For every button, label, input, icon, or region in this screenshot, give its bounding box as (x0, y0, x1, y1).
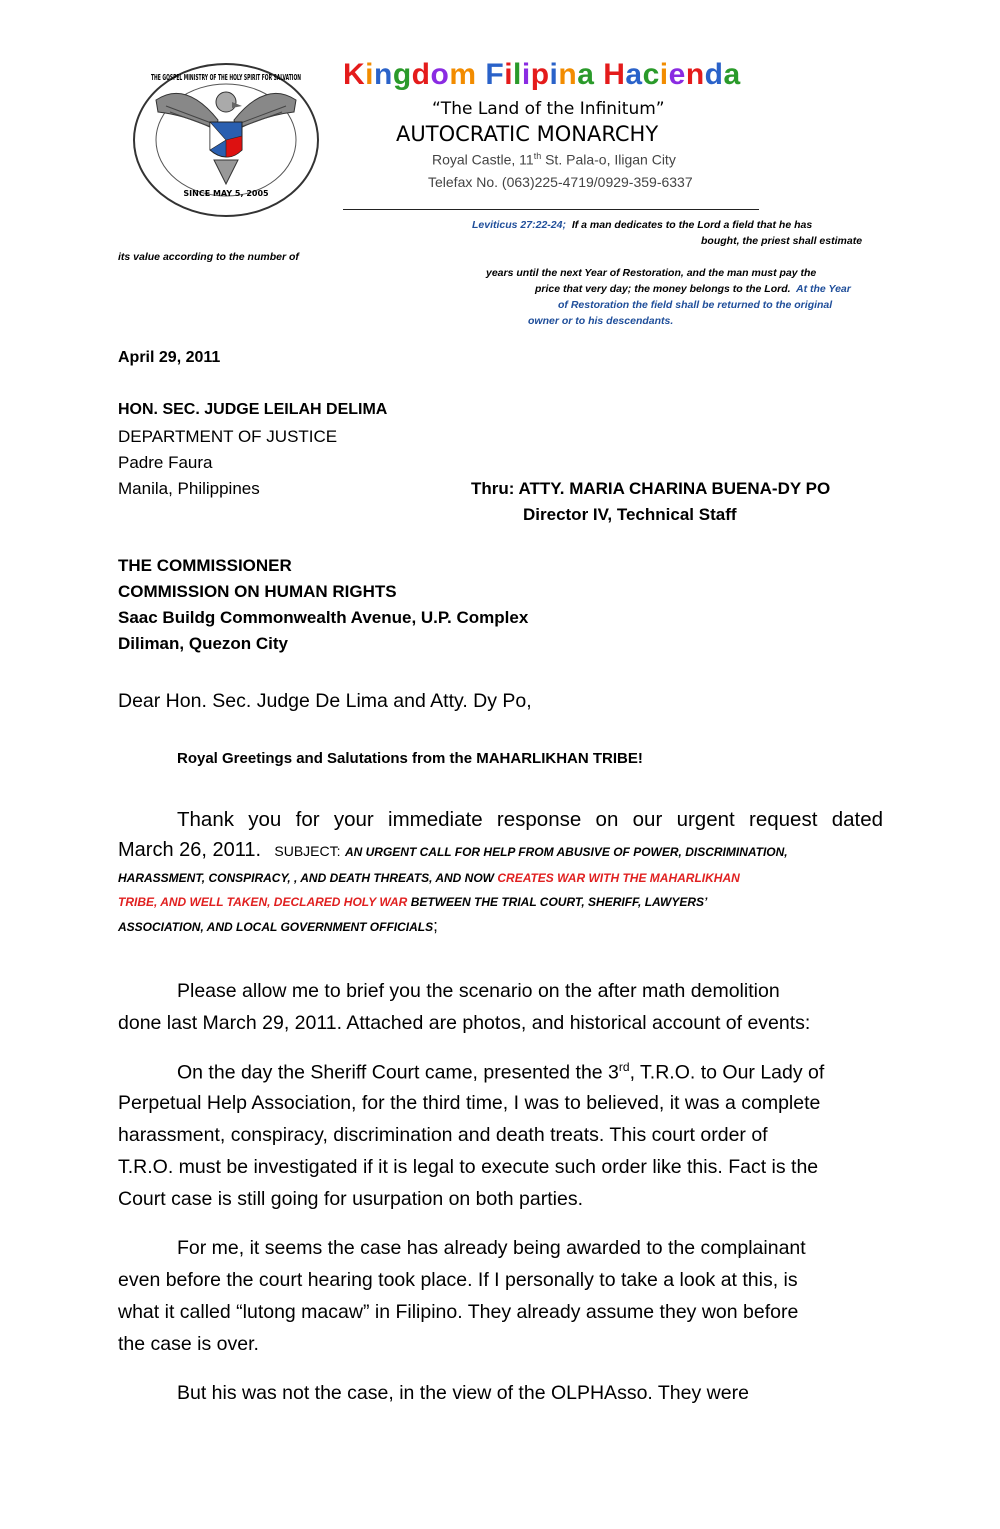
para2-line2: done last March 29, 2011. Attached are photos, and historical account of events: (118, 1012, 811, 1034)
para5-line1: But his was not the case, in the view of the OLPHAsso. They were (177, 1382, 749, 1404)
telefax: Telefax No. (063)225-4719/0929-359-6337 (428, 174, 693, 190)
para3-line1: On the day the Sheriff Court came, presented the 3rd, T.R.O. to Our Lady of (177, 1060, 825, 1084)
recipient2-line3: Saac Buildg Commonwealth Avenue, U.P. Complex (118, 608, 529, 627)
brand-letter: a (625, 58, 643, 91)
greeting: Royal Greetings and Salutations from the MAHARLIKHAN TRIBE! (177, 750, 643, 767)
recipient-street: Padre Faura (118, 453, 213, 472)
brand-letter: g (392, 58, 412, 91)
recipient-name: HON. SEC. JUDGE LEILAH DELIMA (118, 401, 388, 418)
verse-line-5: price that very day; the money belongs to the Lord. At the Year (535, 283, 851, 295)
para4-line1: For me, it seems the case has already being awarded to the complainant (177, 1237, 806, 1259)
brand-letter: m (449, 58, 477, 91)
brand-letter: i (365, 58, 375, 91)
para1-subject: March 26, 2011. SUBJECT: AN URGENT CALL FOR HELP FROM ABUSIVE OF POWER, DISCRIMINATION, HARASSMENT, CONSPIRACY, , AND DEATH THREATS, AND NOW CREATES WAR WITH THE MAHARLIKHAN TRIBE, AND WELL TAKEN, DECLARED HOLY WAR BETWEEN THE TRIAL COURT, SHERIFF, LAWYERS’ ASSOCIATION, AND LOCAL GOVERNMENT OFFICIALS; (118, 839, 788, 935)
brand-letter: e (668, 58, 686, 91)
brand-letter: d (704, 58, 724, 91)
verse-line-4: years until the next Year of Restoration, and the man must pay the (486, 267, 817, 279)
letter-date: April 29, 2011 (118, 349, 221, 366)
brand-letter (594, 58, 603, 91)
thru-line: Thru: ATTY. MARIA CHARINA BUENA-DY PO (471, 479, 831, 498)
thru-title: Director IV, Technical Staff (523, 505, 737, 524)
recipient-dept: DEPARTMENT OF JUSTICE (118, 427, 338, 446)
brand-letter: o (430, 58, 450, 91)
address: Royal Castle, 11th St. Pala-o, Iligan City (432, 151, 676, 168)
ministry-seal-logo (126, 60, 326, 220)
brand-letter: K (343, 58, 366, 91)
para3-line3: harassment, conspiracy, discrimination and death treats. This court order of (118, 1124, 768, 1146)
recipient-city: Manila, Philippines (118, 479, 260, 498)
seal-text-bottom: SINCE MAY 5, 2005 (183, 189, 269, 198)
brand-letter: l (513, 58, 522, 91)
seal-text-outer: THE GOSPEL MINISTRY OF THE HOLY SPIRIT FOR SALVATION (151, 73, 301, 82)
tagline: “The Land of the Infinitum” (432, 99, 665, 119)
brand-letter: n (558, 58, 578, 91)
brand-letter: a (577, 58, 595, 91)
brand-letter: c (642, 58, 660, 91)
para2-line1: Please allow me to brief you the scenario on the after math demolition (177, 980, 780, 1002)
verse-line-1: Leviticus 27:22-24; If a man dedicates to the Lord a field that he has (472, 219, 813, 231)
para4-line3: what it called “lutong macaw” in Filipino. They already assume they won before (118, 1301, 799, 1323)
para3-line5: Court case is still going for usurpation on both parties. (118, 1188, 584, 1210)
recipient2-line1: THE COMMISSIONER (118, 556, 292, 575)
para3-line4: T.R.O. must be investigated if it is legal to execute such order like this. Fact is the (118, 1156, 819, 1178)
brand-letter: n (685, 58, 705, 91)
verse-line-6: of Restoration the field shall be returned to the original (558, 299, 833, 311)
brand-letter: d (411, 58, 431, 91)
brand-letter: n (374, 58, 393, 91)
brand-title (343, 58, 741, 92)
brand-letter: i (504, 58, 514, 91)
verse-line-2: bought, the priest shall estimate (701, 235, 863, 247)
brand-letter: i (549, 58, 559, 91)
recipient2-line2: COMMISSION ON HUMAN RIGHTS (118, 582, 397, 601)
verse-line-7: owner or to his descendants. (528, 315, 674, 327)
recipient2-line4: Diliman, Quezon City (118, 634, 289, 653)
para1-line1: Thank you for your immediate response on our urgent request dated (177, 808, 883, 831)
brand-letter: F (485, 58, 505, 91)
brand-letter: p (530, 58, 550, 91)
brand-letter: a (723, 58, 741, 91)
para4-line4: the case is over. (118, 1333, 259, 1355)
brand-letter: i (659, 58, 669, 91)
para4-line2: even before the court hearing took place. If I personally to take a look at this, is (118, 1269, 798, 1291)
brand-letter: H (603, 58, 626, 91)
salutation: Dear Hon. Sec. Judge De Lima and Atty. Dy Po, (118, 690, 532, 712)
monarchy-heading: AUTOCRATIC MONARCHY (396, 122, 659, 146)
verse-line-3: its value according to the number of (118, 251, 299, 263)
brand-letter: i (521, 58, 531, 91)
para3-line2: Perpetual Help Association, for the third time, I was to believed, it was a complete (118, 1092, 821, 1114)
header-divider (343, 209, 759, 210)
